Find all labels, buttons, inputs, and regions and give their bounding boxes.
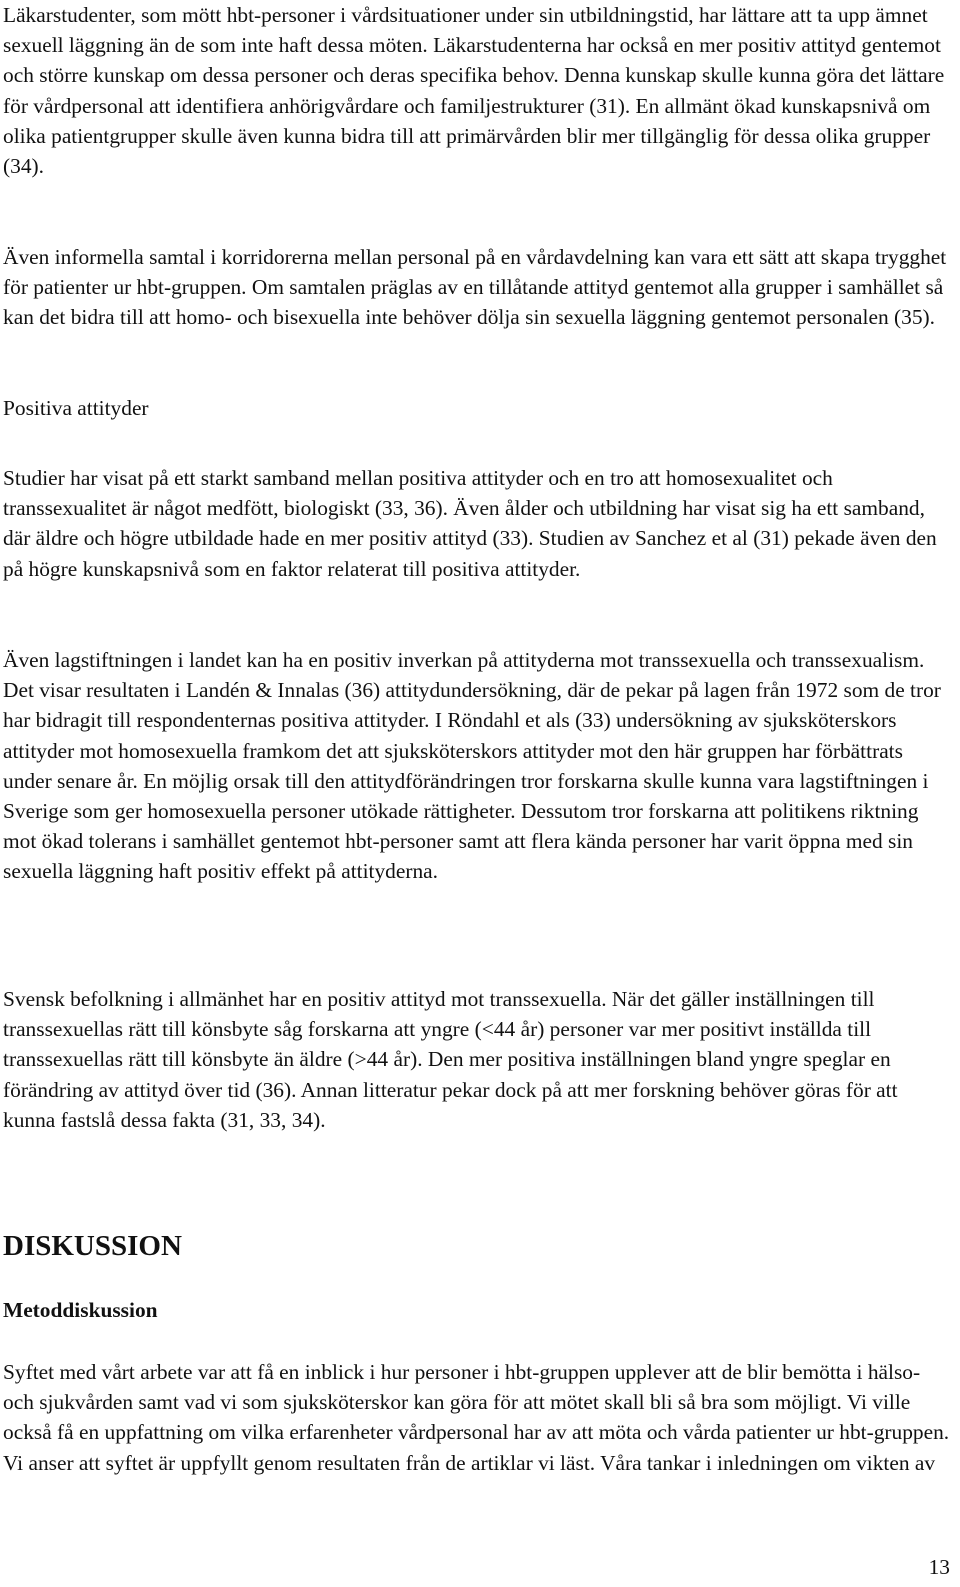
subheading-positiva-attityder: Positiva attityder <box>3 396 149 420</box>
paragraph-lagstiftningen: Även lagstiftningen i landet kan ha en positiv inverkan på attityderna mot transsexuella och transsexualism. Det visar resultaten i Landén & Innalas (36) attitydundersökning, där de pekar på lagen från 1972 som de tror har bidragit till respondenternas positiva attityder. I Röndahl et als (33) undersökning av sjuksköterskors attityder mot homosexuella framkom det att sjuksköterskors attityder mot den här gruppen har förbättrats under senare år. En möjlig orsak till den attitydförändringen tror forskarna skulle kunna vara lagstiftningen i Sverige som ger homosexuella personer utökade rättigheter. Dessutom tror forskarna att politikens riktning mot ökad tolerans i samhället gentemot hbt-personer samt att flera kända personer har varit öppna med sin sexuella läggning haft positiv effekt på attityderna. <box>3 648 941 884</box>
paragraph-lakarstudenter: Läkarstudenter, som mött hbt-personer i vårdsituationer under sin utbildningstid, har lättare att ta upp ämnet sexuell läggning än de som inte haft dessa möten. Läkarstudenterna har också en mer positiv attityd gentemot och större kunskap om dessa personer och deras specifika behov. Denna kunskap skulle kunna göra det lättare för vårdpersonal att identifiera anhörigvårdare och familjestrukturer (31). En allmänt ökad kunskapsnivå om olika patientgrupper skulle även kunna bidra till att primärvården blir mer tillgänglig för dessa olika grupper (34). <box>3 3 945 179</box>
paragraph-svensk-befolkning: Svensk befolkning i allmänhet har en positiv attityd mot transsexuella. När det gäller inställningen till transsexuellas rätt till könsbyte såg forskarna att yngre (<44 år) personer var mer positivt inställda till transsexuellas rätt till könsbyte än äldre (>44 år). Den mer positiva inställningen bland yngre speglar en förändring av attityd över tid (36). Annan litteratur pekar dock på att mer forskning behöver göras för att kunna fastslå dessa fakta (31, 33, 34). <box>3 987 898 1132</box>
paragraph-studier: Studier har visat på ett starkt samband mellan positiva attityder och en tro att homosexualitet och transsexualitet är något medfött, biologiskt (33, 36). Även ålder och utbildning har visat sig ha ett samband, där äldre och högre utbildade hade en mer positiv attityd (33). Studien av Sanchez et al (31) pekade även den på högre kunskapsnivå som en faktor relaterat till positiva attityder. <box>3 466 937 581</box>
heading-metoddiskussion: Metoddiskussion <box>3 1298 158 1322</box>
heading-diskussion: DISKUSSION <box>3 1230 182 1262</box>
paragraph-syftet: Syftet med vårt arbete var att få en inblick i hur personer i hbt-gruppen upplever att de blir bemötta i hälso- och sjukvården samt vad vi som sjuksköterskor kan göra för att mötet skall bli så bra som möjligt. Vi ville också få en uppfattning om vilka erfarenheter vårdpersonal har av att möta och vårda patienter ur hbt-gruppen. Vi anser att syftet är uppfyllt genom resultaten från de artiklar vi läst. Våra tankar i inledningen om vikten av <box>3 1360 950 1475</box>
page-number: 13 <box>928 1555 950 1579</box>
paragraph-informella-samtal: Även informella samtal i korridorerna mellan personal på en vårdavdelning kan vara ett sätt att skapa trygghet för patienter ur hbt-gruppen. Om samtalen präglas av en tillåtande attityd gentemot alla grupper i samhället så kan det bidra till att homo- och bisexuella inte behöver dölja sin sexuella läggning gentemot personalen (35). <box>3 245 947 330</box>
